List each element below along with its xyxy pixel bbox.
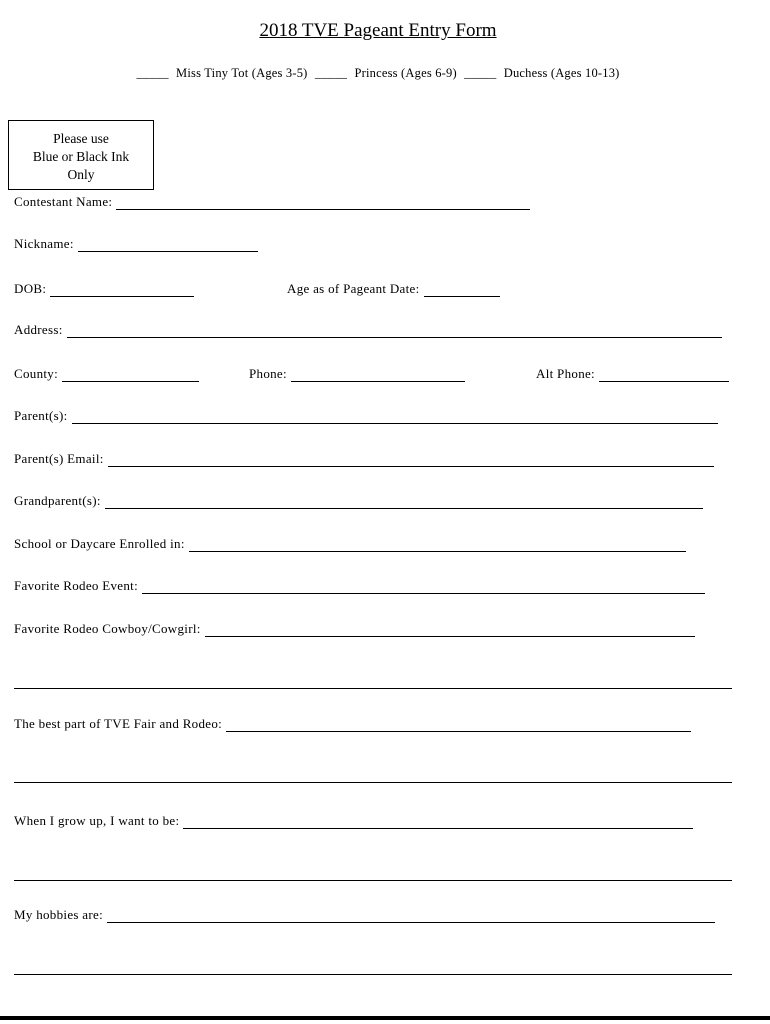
age-label: Age as of Pageant Date: <box>287 281 420 296</box>
phone-label: Phone: <box>249 366 287 381</box>
county-field[interactable] <box>62 369 199 382</box>
hobbies-field[interactable] <box>107 910 715 923</box>
dob-field[interactable] <box>50 284 194 297</box>
favorite-event-label: Favorite Rodeo Event: <box>14 578 138 593</box>
parents-email-field[interactable] <box>108 454 714 467</box>
best-part-continuation-line[interactable] <box>14 781 732 783</box>
address-field[interactable] <box>67 325 722 338</box>
grandparents-label: Grandparent(s): <box>14 493 101 508</box>
dob-row <box>14 281 194 297</box>
grow-up-label: When I grow up, I want to be: <box>14 813 180 828</box>
bottom-rule <box>0 1016 770 1020</box>
ink-note-line: Please use <box>53 131 109 146</box>
nickname-label: Nickname: <box>14 236 74 251</box>
parents-label: Parent(s): <box>14 408 68 423</box>
favorite-cowboy-row <box>14 621 695 637</box>
nickname-field[interactable] <box>78 239 258 252</box>
alt-phone-row <box>536 366 729 382</box>
dob-label: DOB: <box>14 281 47 296</box>
hobbies-row <box>14 907 715 923</box>
grandparents-field[interactable] <box>105 496 703 509</box>
county-row <box>14 366 199 382</box>
grow-up-row <box>14 813 693 829</box>
county-label: County: <box>14 366 58 381</box>
favorite-cowboy-field[interactable] <box>205 624 695 637</box>
division-label-tiny-tot: Miss Tiny Tot (Ages 3-5) <box>176 66 308 80</box>
address-row <box>14 322 722 338</box>
school-label: School or Daycare Enrolled in: <box>14 536 185 551</box>
age-row <box>287 281 500 297</box>
alt-phone-field[interactable] <box>599 369 729 382</box>
division-blank[interactable]: _____ <box>314 66 348 80</box>
division-label-duchess: Duchess (Ages 10-13) <box>503 66 620 80</box>
ink-note-line: Blue or Black Ink <box>32 149 130 164</box>
division-label-princess: Princess (Ages 6-9) <box>354 66 457 80</box>
ink-note-line: Only <box>67 167 95 182</box>
favorite-event-row <box>14 578 705 594</box>
phone-row <box>249 366 465 382</box>
alt-phone-label: Alt Phone: <box>536 366 595 381</box>
contestant-name-row <box>14 194 530 210</box>
hobbies-continuation-line[interactable] <box>14 973 732 975</box>
school-field[interactable] <box>189 539 686 552</box>
parents-row <box>14 408 718 424</box>
page-title: 2018 TVE Pageant Entry Form <box>259 20 497 41</box>
school-row <box>14 536 686 552</box>
division-options <box>0 66 756 81</box>
best-part-label: The best part of TVE Fair and Rodeo: <box>14 716 223 731</box>
age-field[interactable] <box>424 284 500 297</box>
parents-email-row <box>14 451 714 467</box>
best-part-row <box>14 716 691 732</box>
contestant-name-label: Contestant Name: <box>14 194 113 209</box>
division-blank[interactable]: _____ <box>136 66 169 80</box>
favorite-event-field[interactable] <box>142 581 705 594</box>
parents-field[interactable] <box>72 411 718 424</box>
nickname-row <box>14 236 258 252</box>
parents-email-label: Parent(s) Email: <box>14 451 104 466</box>
phone-field[interactable] <box>291 369 465 382</box>
grow-up-field[interactable] <box>183 816 693 829</box>
favorite-cowboy-continuation-line[interactable] <box>14 687 732 689</box>
ink-instruction-box <box>8 120 154 190</box>
best-part-field[interactable] <box>226 719 691 732</box>
grandparents-row <box>14 493 703 509</box>
division-blank[interactable]: _____ <box>464 66 497 80</box>
hobbies-label: My hobbies are: <box>14 907 103 922</box>
contestant-name-field[interactable] <box>116 197 530 210</box>
favorite-cowboy-label: Favorite Rodeo Cowboy/Cowgirl: <box>14 621 201 636</box>
grow-up-continuation-line[interactable] <box>14 879 732 881</box>
address-label: Address: <box>14 322 63 337</box>
